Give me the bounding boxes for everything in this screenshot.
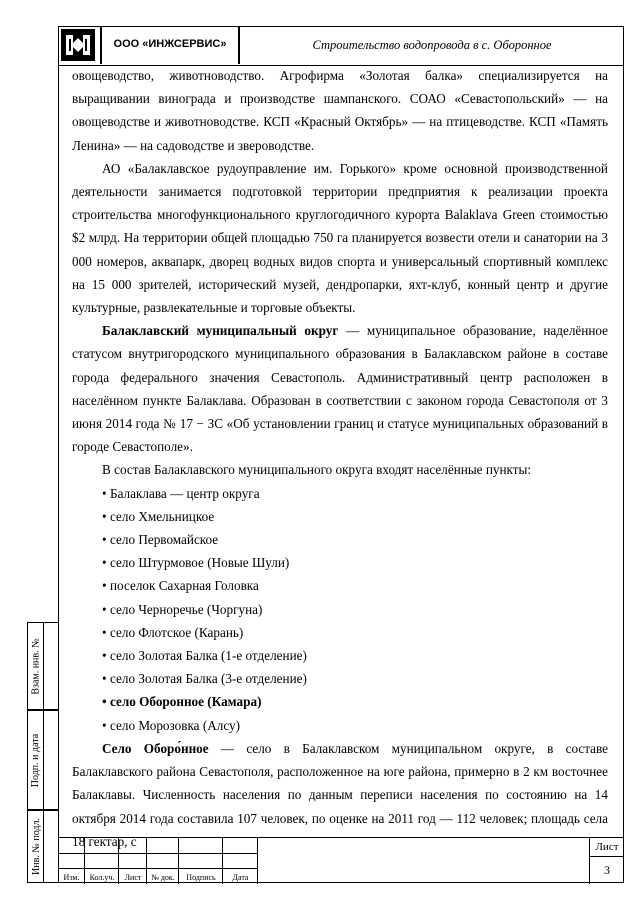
- sheet-label: Лист: [595, 841, 619, 853]
- paragraph: [72, 319, 608, 458]
- sheet-number: 3: [604, 863, 610, 877]
- list-item: • село Первомайское: [102, 532, 219, 548]
- list-item: • село Золотая Балка (1-е отделение): [102, 648, 307, 664]
- title-block: [58, 837, 624, 883]
- company-name: ООО «ИНЖСЕРВИС»: [113, 38, 227, 50]
- paragraph: В состав Балаклавского муниципального округа входят населённые пункты:: [102, 462, 532, 478]
- paragraph: овощеводство, животноводство. Агрофирма «Золотая балка» специализируется на выращивании винограда и производстве шампанского. СОАО «Севастопольский» — на овощеводстве и животноводстве. КСП «Красный Октябрь» — на птицеводстве. КСП «Память Ленина» — на садоводстве и звероводстве.: [72, 68, 608, 153]
- list-item: • село Хмельницкое: [102, 508, 215, 524]
- stamp-podp-label: Подп. и дата: [30, 733, 42, 787]
- document-title: Строительство водопровода в с. Оборонное: [312, 38, 552, 52]
- stamp-inv: [27, 810, 58, 883]
- list-item: • село Флотское (Карань): [102, 624, 244, 640]
- page-header: [58, 26, 624, 66]
- title-block-col-label: Лист: [124, 873, 142, 882]
- company-logo-icon: [61, 29, 95, 61]
- title-block-col-label: Дата: [232, 873, 249, 882]
- stamp-podp: [27, 710, 58, 810]
- title-block-col-label: Изм.: [63, 873, 80, 882]
- stamp-vzam: [27, 622, 58, 710]
- list-item-highlighted: • село Оборонное (Камара): [102, 694, 262, 710]
- title-block-col-label: Подпись: [186, 873, 216, 882]
- paragraph-bold-term: Балаклавский муниципальный округ: [102, 323, 339, 339]
- stamp-vzam-label: Взам. инв. №: [30, 637, 42, 695]
- paragraph: АО «Балаклавское рудоуправление им. Горького» кроме основной производственной деятельности занимается подготовкой территории предприятия к реализации проекта строительства многофункционального круглогодичного курорта Balaklava Green стоимостью $2 млрд. На территории общей площадью 750 га планируется возвести отели и санатории на 3 000 номеров, аквапарк, дворец водных видов спорта и универсальный спортивный комплекс на 15 000 зрителей, исторический музей, дендропарки, яхт-клуб, конный центр и другие культурные, развлекательные и торговые объекты.: [72, 160, 608, 316]
- list-item: • село Морозовка (Алсу): [102, 717, 240, 733]
- list-item: • село Золотая Балка (3-е отделение): [102, 671, 307, 687]
- paragraph-text: — село в Балаклавском муниципальном округе, в составе Балаклавского района Севастополя, расположенное на юге района, примерно в 2 км восточнее Балаклавы. Численность населения по данным переписи населения по состоянию на 14 октября 2014 года составила 107 человек, по оценке на 2011 год — 112 человек; площадь села 18 гектар, с: [72, 740, 608, 849]
- list-item: • Балаклава — центр округа: [102, 485, 260, 501]
- title-block-col-label: Кол.уч.: [89, 873, 115, 882]
- list-item: • село Штурмовое (Новые Шули): [102, 555, 290, 571]
- paragraph-text: — муниципальное образование, наделённое статусом внутригородского муниципального образования в Балаклавском районе в составе города федерального значения Севастополь. Административный центр расположен в населённом пункте Балаклава. Образован в соответствии с законом города Севастополя от 3 июня 2014 года № 17 − ЗС «Об установлении границ и статусе муниципальных образований в городе Севастополе».: [72, 323, 608, 455]
- list-item: • село Черноречье (Чоргуна): [102, 601, 263, 617]
- settlement-list: [72, 482, 608, 737]
- title-block-col-label: № док.: [151, 873, 175, 882]
- paragraph: [72, 737, 608, 853]
- paragraph-bold-term: Село Оборо́нное: [102, 740, 209, 756]
- document-body: [72, 64, 608, 853]
- list-item: • поселок Сахарная Головка: [102, 578, 259, 594]
- stamp-inv-label: Инв. № подл.: [30, 818, 42, 875]
